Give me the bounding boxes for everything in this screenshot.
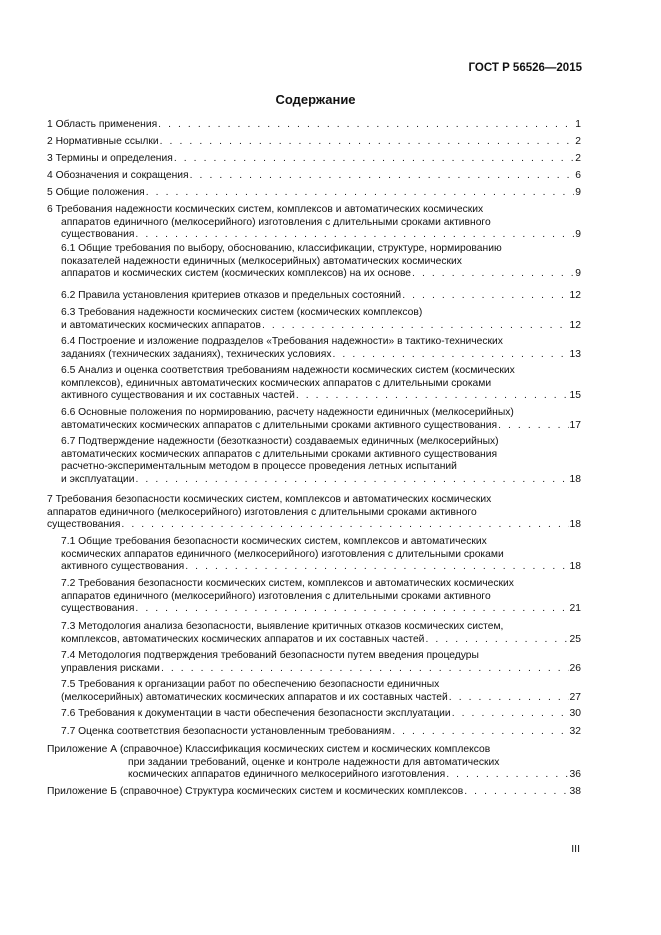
dot-leader xyxy=(425,634,568,647)
toc-page-number: 18 xyxy=(569,561,581,573)
toc-entry-text: при задании требований, оценке и контроле надежности для автоматических xyxy=(128,756,500,768)
toc-entry-text: 7.2 Требования безопасности космических систем, комплексов и автоматических космических xyxy=(61,578,514,589)
dot-leader xyxy=(185,561,568,574)
toc-entry-text: существования xyxy=(61,229,135,241)
toc-entry-text: 6.3 Требования надежности космических систем (космических комплексов) xyxy=(61,307,423,318)
dot-leader xyxy=(464,786,568,799)
toc-entry-text: 7.1 Общие требования безопасности космических систем, комплексов и автоматических xyxy=(61,536,487,547)
toc-entry-text: аппаратов единичного (мелкосерийного) изготовления с длительными сроками активного xyxy=(61,216,491,228)
toc-page-number: 26 xyxy=(569,662,581,674)
toc-entry-text: аппаратов единичного (мелкосерийного) изготовления с длительными сроками активного xyxy=(61,590,491,602)
dot-leader xyxy=(262,320,569,333)
dot-leader xyxy=(333,349,569,362)
dot-leader xyxy=(121,519,568,532)
dot-leader xyxy=(158,119,574,132)
toc-entry-text: (мелкосерийных) автоматических космических аппаратов и их составных частей xyxy=(61,691,448,703)
toc-page-number: 38 xyxy=(569,786,581,797)
toc-entry-text: Приложение Б (справочное) Структура космических систем и космических комплексов xyxy=(47,786,464,797)
toc-entry-text: управления рисками xyxy=(61,662,160,674)
toc-page-number: 15 xyxy=(569,390,581,402)
toc-page-number: 1 xyxy=(575,119,581,130)
toc-page-number: 12 xyxy=(569,290,581,301)
toc-page-number: 9 xyxy=(575,229,581,241)
dot-leader xyxy=(449,692,569,705)
toc-entry-text: и эксплуатации xyxy=(61,473,135,485)
toc-page-number: 30 xyxy=(569,708,581,719)
toc-entry-text: существования xyxy=(47,519,121,531)
toc-page-number: 9 xyxy=(575,187,581,198)
toc-entry-text: 6.4 Построение и изложение подразделов «Требования надежности» в тактико-технических xyxy=(61,336,503,347)
toc-entry-text: 6.1 Общие требования по выбору, обоснованию, классификации, структуре, нормированию xyxy=(61,243,502,254)
toc-entry-text: аппаратов и космических систем (космических комплексов) на их основе xyxy=(61,268,412,280)
toc-entry-text: аппаратов единичного (мелкосерийного) изготовления с длительными сроками активного xyxy=(47,506,477,518)
toc-entry-text: автоматических космических аппаратов с длительными сроками активного существования xyxy=(61,448,498,460)
toc-entry-text: 7.7 Оценка соответствия безопасности установленным требованиям xyxy=(61,726,392,737)
toc-entry-text: 5 Общие положения xyxy=(47,187,145,198)
toc-page-number: 25 xyxy=(569,633,581,645)
toc-page-number: 32 xyxy=(569,726,581,737)
toc-page-number: 2 xyxy=(575,136,581,147)
toc-entry-text: 7.6 Требования к документации в части обеспечения безопасности эксплуатации xyxy=(61,708,451,719)
toc-page-number: 13 xyxy=(569,348,581,360)
toc-entry-text: 4 Обозначения и сокращения xyxy=(47,170,189,181)
dot-leader xyxy=(146,187,575,200)
toc-page-number: 36 xyxy=(569,769,581,781)
toc-page-number: 18 xyxy=(569,473,581,485)
toc-entry-text: комплексов), единичных автоматических космических аппаратов с длительными сроками xyxy=(61,377,492,389)
toc-page-number: 17 xyxy=(569,419,581,431)
dot-leader xyxy=(161,663,569,676)
toc-entry-text: 6 Требования надежности космических систем, комплексов и автоматических космических xyxy=(47,204,484,215)
toc-entry-text: заданиях (технических заданиях), технических условиях xyxy=(61,348,332,360)
toc-entry-text: 2 Нормативные ссылки xyxy=(47,136,159,147)
toc-entry-text: активного существования и их составных частей xyxy=(61,390,295,402)
toc-page-number: 6 xyxy=(575,170,581,181)
toc-entry-text: 1 Область применения xyxy=(47,119,158,130)
dot-leader xyxy=(296,390,569,403)
dot-leader xyxy=(446,769,568,782)
document-number: ГОСТ Р 56526—2015 xyxy=(468,62,582,74)
page-title: Содержание xyxy=(275,92,356,107)
toc-entry-text: 7.5 Требования к организации работ по обеспечению безопасности единичных xyxy=(61,679,440,690)
dot-leader xyxy=(402,290,568,303)
toc-page-number: 2 xyxy=(575,153,581,164)
dot-leader xyxy=(412,268,574,281)
toc-entry-text: космических аппаратов единичного (мелкосерийного) изготовления с длительными сроками xyxy=(61,548,504,560)
toc-entry-text: показателей надежности единичных (мелкосерийных) автоматических космических xyxy=(61,255,462,267)
toc-entry-text: комплексов, автоматических космических аппаратов и их составных частей xyxy=(61,633,425,645)
dot-leader xyxy=(452,708,569,721)
toc-entry-text: 6.6 Основные положения по нормированию, расчету надежности единичных (мелкосерийных) xyxy=(61,407,514,418)
dot-leader xyxy=(135,229,574,242)
toc-page-number: 12 xyxy=(569,319,581,331)
dot-leader xyxy=(190,170,575,183)
toc-entry-text: космических аппаратов единичного мелкосерийного изготовления xyxy=(128,769,446,781)
dot-leader xyxy=(174,153,574,166)
toc-entry-text: 6.2 Правила установления критериев отказов и предельных состояний xyxy=(61,290,402,301)
page-number: III xyxy=(571,843,580,855)
toc-page-number: 18 xyxy=(569,519,581,531)
toc-entry-text: 6.7 Подтверждение надежности (безотказности) создаваемых единичных (мелкосерийных) xyxy=(61,436,499,447)
toc-entry-text: 6.5 Анализ и оценка соответствия требованиям надежности космических систем (космических xyxy=(61,365,515,376)
dot-leader xyxy=(392,726,568,739)
toc-entry-text: расчетно-экспериментальным методом в процессе проведения летных испытаний xyxy=(61,461,457,473)
toc-page-number: 9 xyxy=(575,268,581,280)
toc-entry-text: 3 Термины и определения xyxy=(47,153,173,164)
dot-leader xyxy=(160,136,575,149)
toc-entry-text: и автоматических космических аппаратов xyxy=(61,319,261,331)
toc-entry-text: 7.4 Методология подтверждения требований безопасности путем введения процедуры xyxy=(61,650,479,661)
dot-leader xyxy=(135,603,568,616)
toc-entry-text: 7 Требования безопасности космических систем, комплексов и автоматических космических xyxy=(47,494,492,505)
toc-entry-text: Приложение А (справочное) Классификация космических систем и космических комплексов xyxy=(47,744,491,755)
toc-page-number: 21 xyxy=(569,603,581,615)
toc-entry-text: активного существования xyxy=(61,561,185,573)
dot-leader xyxy=(498,420,568,433)
dot-leader xyxy=(135,474,568,487)
toc-page-number: 27 xyxy=(569,691,581,703)
toc-entry-text: существования xyxy=(61,603,135,615)
toc-entry-text: автоматических космических аппаратов с длительными сроками активного существования xyxy=(61,419,498,431)
toc-entry-text: 7.3 Методология анализа безопасности, выявление критичных отказов космических систем, xyxy=(61,621,504,632)
